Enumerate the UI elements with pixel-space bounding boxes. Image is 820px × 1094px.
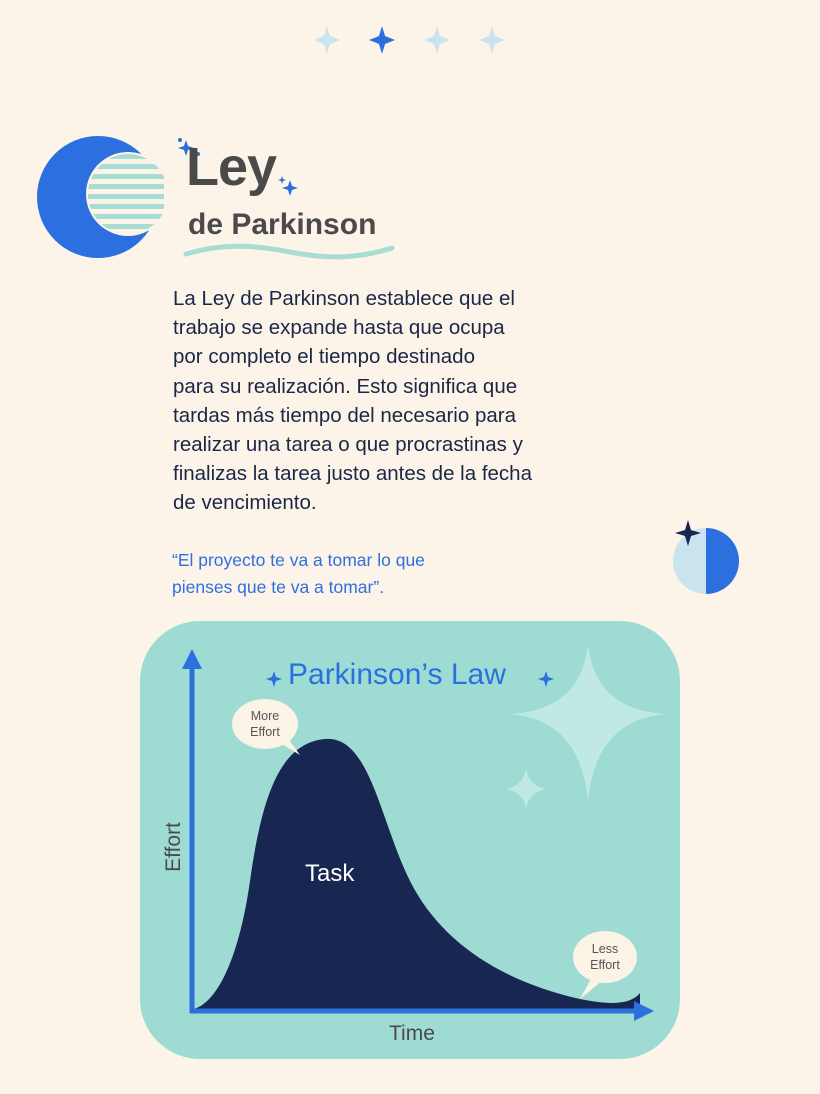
- sparkle-icon: [369, 26, 395, 54]
- wave-underline: [180, 240, 400, 264]
- page-subtitle: de Parkinson: [188, 208, 377, 241]
- sparkle-icon: [509, 645, 667, 801]
- sparkle-icon: [282, 180, 298, 196]
- diagram-title: Parkinson’s Law: [288, 658, 506, 691]
- sparkle-icon: [538, 671, 554, 687]
- top-sparkles: [300, 22, 520, 58]
- page-title: Ley: [186, 137, 277, 197]
- sparkle-icon: [506, 769, 546, 809]
- half-moon-icon: [668, 518, 744, 598]
- task-label: Task: [305, 860, 355, 887]
- x-axis-label: Time: [389, 1022, 435, 1045]
- y-axis-arrow-icon: [182, 649, 202, 669]
- description-paragraph: La Ley de Parkinson establece que el trabajo se expande hasta que ocupa por completo el tiempo destinado para su realización. Esto significa que tardas más tiempo del necesario para realizar una tarea o que procrastinas y finalizas la tarea justo antes de la fecha de vencimiento.: [173, 287, 532, 515]
- sparkle-icon: [424, 26, 450, 54]
- callout-tail-text: Less Effort: [590, 942, 620, 972]
- sparkle-icon: [479, 26, 505, 54]
- dot-icon: [178, 138, 182, 142]
- sparkle-icon: [278, 176, 286, 184]
- quote-text: “El proyecto te va a tomar lo que pienses que te va a tomar”.: [172, 550, 425, 597]
- x-axis-arrow-icon: [634, 1001, 654, 1021]
- sparkle-icon: [314, 26, 340, 54]
- y-axis-label: Effort: [162, 822, 185, 872]
- sparkle-icon: [266, 671, 282, 687]
- moon-icon: [36, 134, 164, 262]
- callout-peak-text: More Effort: [250, 709, 280, 739]
